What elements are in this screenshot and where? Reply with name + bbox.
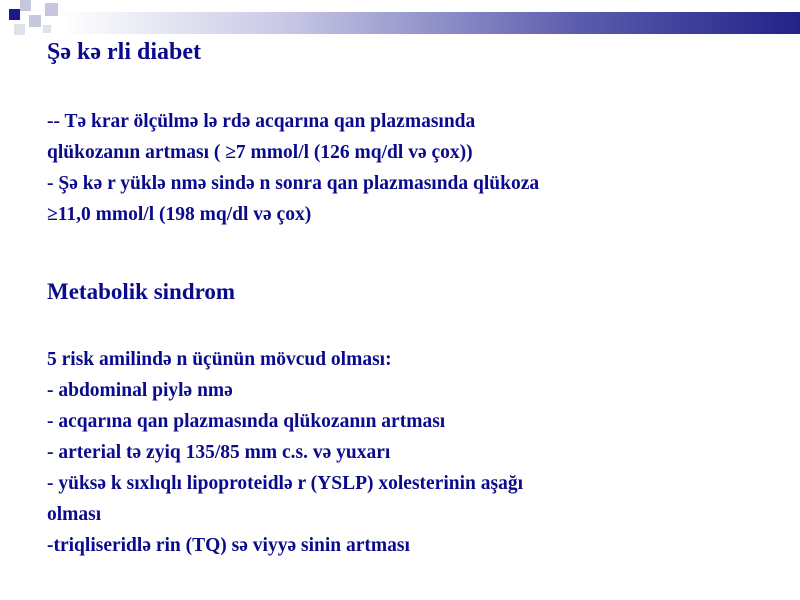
criteria-line: - abdominal piylə nmə <box>47 380 233 401</box>
decor-square <box>29 15 41 27</box>
criteria-line: -triqliseridlə rin (TQ) sə viyyə sinin artması <box>47 535 410 556</box>
criteria-line: -- Tə krar ölçülmə lə rdə acqarına qan plazmasında <box>47 111 476 132</box>
criteria-line: - acqarına qan plazmasında qlükozanın artması <box>47 411 446 432</box>
decor-square <box>9 9 20 20</box>
metabolic-criteria <box>47 344 767 561</box>
header-gradient-band <box>60 12 800 34</box>
criteria-line: qlükozanın artması ( ≥7 mmol/l (126 mq/dl və çox)) <box>47 142 473 163</box>
criteria-line: - Şə kə r yüklə nmə sində n sonra qan plazmasında qlükoza <box>47 173 540 194</box>
criteria-line: - yüksə k sıxlıqlı lipoproteidlə r (YSLP) xolesterinin aşağı <box>47 473 523 494</box>
diabetes-criteria <box>47 106 767 230</box>
criteria-line: ≥11,0 mmol/l (198 mq/dl və çox) <box>47 204 312 225</box>
decor-square <box>43 25 51 33</box>
criteria-line: 5 risk amilində n üçünün mövcud olması: <box>47 349 392 370</box>
slide-content <box>47 38 767 561</box>
decor-square <box>14 24 25 35</box>
slide-title: Şə kə rli diabet <box>47 39 201 65</box>
decor-square <box>20 0 31 11</box>
section-heading: Metabolik sindrom <box>47 279 236 304</box>
criteria-line: olması <box>47 504 102 525</box>
decor-square <box>45 3 58 16</box>
criteria-line: - arterial tə zyiq 135/85 mm c.s. və yuxarı <box>47 442 391 463</box>
